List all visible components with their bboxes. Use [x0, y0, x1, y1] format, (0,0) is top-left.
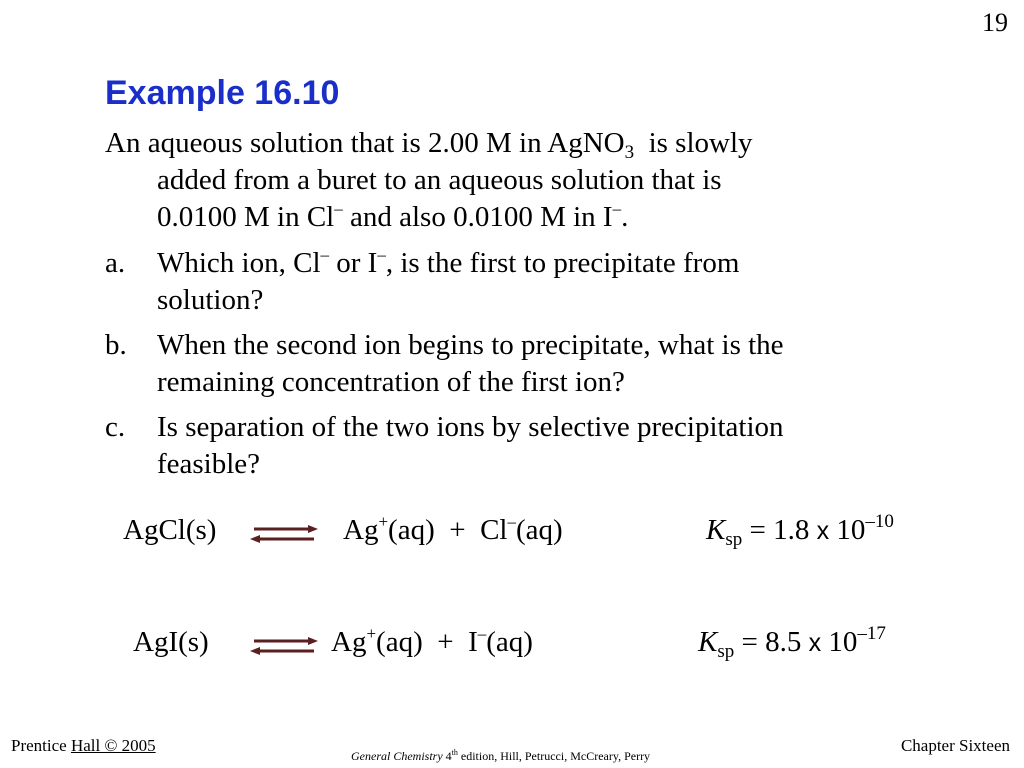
footer-book-citation: [351, 749, 650, 764]
equation-1-products: [343, 514, 563, 547]
equation-2-exponent: –17: [857, 623, 886, 644]
question-b-line-1: When the second ion begins to precipitate, what is the: [157, 329, 784, 361]
intro-text-1a: An aqueous solution that is 2.00 M in AgNO: [105, 127, 625, 159]
question-c-line-2: feasible?: [157, 448, 261, 480]
equation-1-product-1: Ag: [343, 514, 379, 546]
question-a-text-3: , is the first to precipitate from: [385, 247, 740, 279]
footer-publisher-name: Prentice: [11, 736, 71, 755]
equation-2-product-2-state: (aq): [486, 626, 533, 658]
equation-1-reactant: AgCl(s): [123, 514, 217, 546]
equation-2-product-2-charge: –: [477, 624, 487, 643]
slide-number: 19: [982, 8, 1008, 37]
intro-line-3: [157, 199, 628, 236]
intro-line-1: [105, 125, 753, 162]
question-a-line-1: [157, 245, 739, 282]
footer-copyright-link[interactable]: Hall © 2005: [70, 736, 156, 755]
intro-sup-1: –: [334, 199, 343, 218]
question-a-text-2: or I: [329, 247, 378, 279]
equation-2-product-1: Ag: [331, 626, 367, 658]
equation-1-k-sub: sp: [725, 529, 743, 550]
equation-1-plus: +: [449, 514, 466, 546]
footer-book-title: General Chemistry: [351, 749, 443, 763]
footer-authors: edition, Hill, Petrucci, McCreary, Perry: [457, 749, 651, 763]
equation-1-k-value: = 1.8: [742, 514, 817, 546]
equation-1-k: K: [706, 514, 726, 546]
question-a-sup-1: –: [320, 245, 330, 264]
intro-text-3c: .: [621, 201, 629, 233]
equation-1-product-1-charge: +: [378, 512, 389, 531]
equation-2-k-sub: sp: [717, 641, 735, 662]
intro-text-1b: is slowly: [648, 127, 753, 159]
question-b-line-2: remaining concentration of the first ion?: [157, 366, 625, 398]
equation-2-times: x: [808, 629, 822, 657]
equation-2-k: K: [698, 626, 718, 658]
equation-1-exponent: –10: [865, 511, 894, 532]
footer-edition: 4: [442, 749, 452, 763]
intro-line-2: added from a buret to an aqueous solution that is: [157, 164, 722, 196]
equilibrium-arrow-icon: [248, 634, 320, 658]
question-a-text-1: Which ion, Cl: [157, 247, 321, 279]
question-a-line-2: solution?: [157, 284, 264, 316]
equation-2-k-value: = 8.5: [734, 626, 809, 658]
equation-2-product-1-state: (aq): [376, 626, 423, 658]
intro-sup-2: –: [612, 199, 622, 218]
question-a-letter: a.: [105, 247, 126, 279]
slide-title: Example 16.10: [105, 74, 340, 112]
equation-2-base: 10: [821, 626, 858, 658]
question-c-line-1: Is separation of the two ions by selective precipitation: [157, 411, 784, 443]
equation-2-product-2: I: [468, 626, 478, 658]
intro-text-3a: 0.0100 M in Cl: [157, 201, 335, 233]
footer-publisher: [11, 736, 156, 756]
footer-chapter: Chapter Sixteen: [900, 736, 1010, 755]
question-b-letter: b.: [105, 329, 127, 361]
equation-2-plus: +: [437, 626, 454, 658]
equation-2-products: [331, 626, 533, 659]
equation-1-product-2: Cl: [480, 514, 508, 546]
question-a-sup-2: –: [377, 245, 386, 264]
intro-subscript-3: 3: [624, 142, 635, 163]
equation-1-ksp: [706, 511, 894, 550]
equation-1-base: 10: [829, 514, 866, 546]
equilibrium-arrow-icon: [248, 522, 320, 546]
equation-2-product-1-charge: +: [366, 624, 377, 643]
intro-text-3b: and also 0.0100 M in I: [342, 201, 613, 233]
equation-2-reactant: AgI(s): [133, 626, 209, 658]
question-c-letter: c.: [105, 411, 126, 443]
footer-edition-sup: th: [451, 748, 458, 757]
equation-1-product-2-state: (aq): [516, 514, 563, 546]
equation-1-times: x: [816, 517, 830, 545]
equation-1-product-2-charge: –: [507, 512, 516, 531]
equation-1-product-1-state: (aq): [388, 514, 435, 546]
equation-2-ksp: [698, 623, 886, 662]
